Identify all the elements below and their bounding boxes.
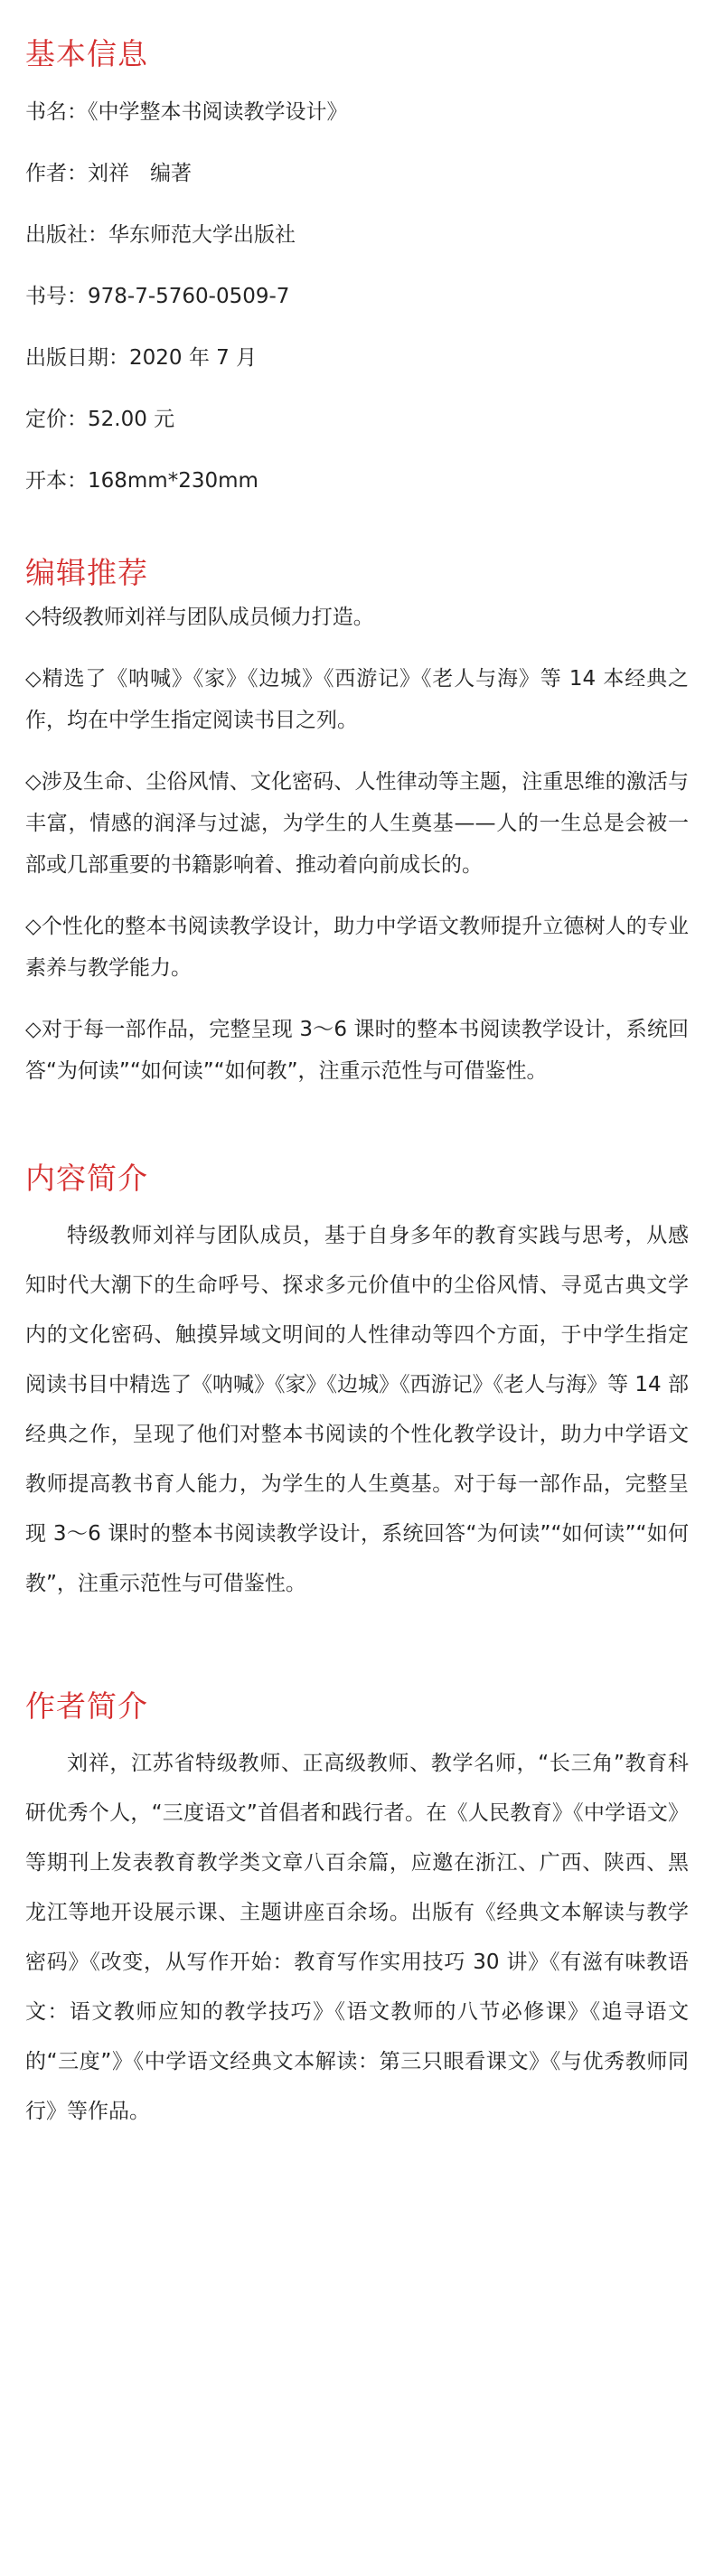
editor-recommend-heading: 编辑推荐 bbox=[25, 555, 148, 590]
isbn-line: 书号：978-7-5760-0509-7 bbox=[25, 285, 290, 308]
format-line: 开本：168mm*230mm bbox=[25, 469, 258, 493]
author-intro-text: 刘祥，江苏省特级教师、正高级教师、教学名师，“长三角”教育科研优秀个人，“三度语文”首倡者和践行者。在《人民教育》《中学语文》等期刊上发表教育教学类文章八百余篇，应邀在浙江、广西、陕西、黑龙江等地开设展示课、主题讲座百余场。出版有《经典文本解读与教学密码》《改变，从写作开始：教育写作实用技巧 30 讲》《有滋有味教语文：语文教师应知的教学技巧》《语文教师的八节必修课》《追寻语文的“三度”》《中学语文经典文本解读：第三只眼看课文》《与优秀教师同行》等作品。 bbox=[25, 1752, 689, 2123]
editor-recommend-section bbox=[25, 512, 689, 1092]
recommend-item: ◇涉及生命、尘俗风情、文化密码、人性律动等主题，注重思维的激活与丰富，情感的润泽与过滤，为学生的人生奠基——人的一生总是会被一部或几部重要的书籍影响着、推动着向前成长的。 bbox=[25, 770, 689, 877]
author-line: 作者：刘祥 编著 bbox=[25, 162, 192, 185]
recommend-item: ◇对于每一部作品，完整呈现 3～6 课时的整本书阅读教学设计，系统回答“为何读”“如何读”“如何教”，注重示范性与可借鉴性。 bbox=[25, 1018, 689, 1083]
author-intro-section bbox=[25, 1609, 689, 2137]
price-line: 定价：52.00 元 bbox=[25, 408, 175, 431]
publisher-line: 出版社：华东师范大学出版社 bbox=[25, 223, 296, 247]
basic-info-heading: 基本信息 bbox=[25, 36, 148, 71]
author-intro-heading: 作者简介 bbox=[25, 1688, 148, 1724]
recommend-item: ◇个性化的整本书阅读教学设计，助力中学语文教师提升立德树人的专业素养与教学能力。 bbox=[25, 915, 689, 980]
recommend-item: ◇特级教师刘祥与团队成员倾力打造。 bbox=[25, 606, 374, 629]
basic-info-section bbox=[25, 0, 689, 512]
recommend-item: ◇精选了《呐喊》《家》《边城》《西游记》《老人与海》等 14 本经典之作，均在中学生指定阅读书目之列。 bbox=[25, 667, 689, 732]
content-intro-section bbox=[25, 1092, 689, 1609]
content-intro-heading: 内容简介 bbox=[25, 1161, 148, 1196]
book-title-line: 书名：《中学整本书阅读教学设计》 bbox=[25, 100, 348, 124]
publish-date-line: 出版日期：2020 年 7 月 bbox=[25, 346, 258, 370]
content-intro-text: 特级教师刘祥与团队成员，基于自身多年的教育实践与思考，从感知时代大潮下的生命呼号、探求多元价值中的尘俗风情、寻觅古典文学内的文化密码、触摸异域文明间的人性律动等四个方面，于中学生指定阅读书目中精选了《呐喊》《家》《边城》《西游记》《老人与海》等 14 部经典之作，呈现了他们对整本书阅读的个性化教学设计，助力中学语文教师提高教书育人能力，为学生的人生奠基。对于每一部作品，完整呈现 3～6 课时的整本书阅读教学设计，系统回答“为何读”“如何读”“如何教”，注重示范性与可借鉴性。 bbox=[25, 1224, 689, 1595]
